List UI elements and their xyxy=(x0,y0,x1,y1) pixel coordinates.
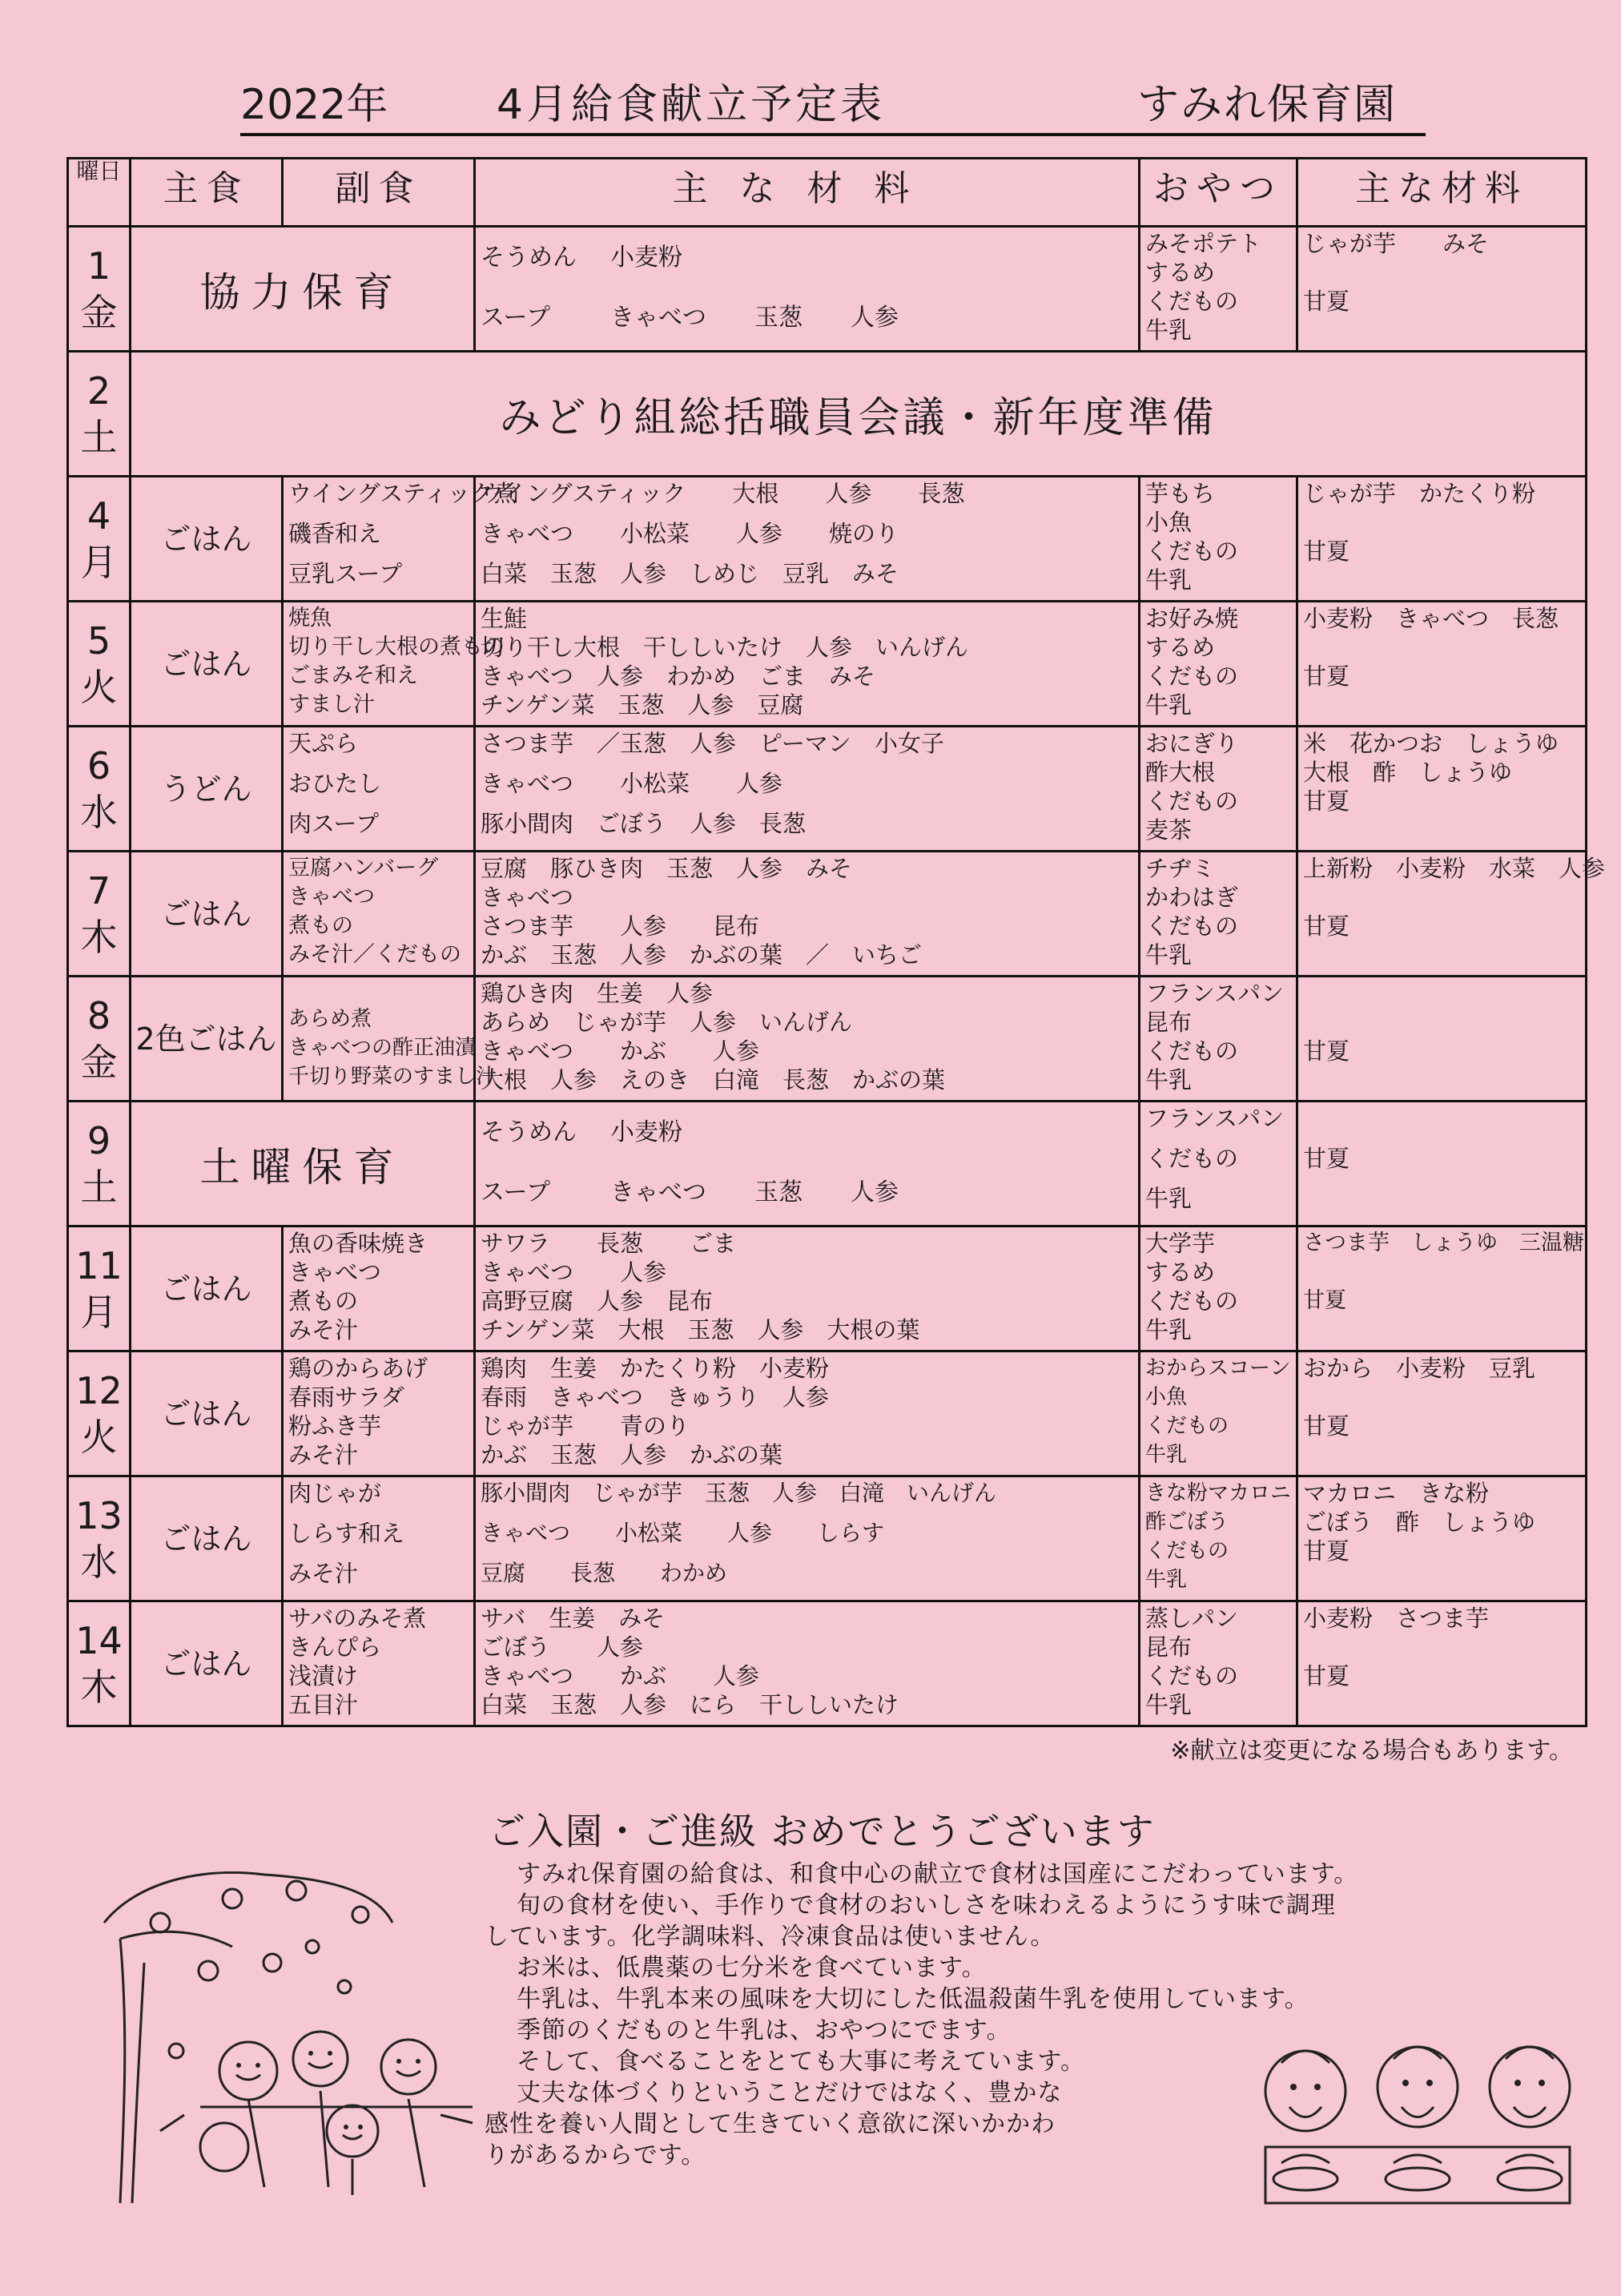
title-main: 4月給食献立予定表 xyxy=(497,81,886,129)
side-dish-cell: サバのみそ煮 きんぴら 浅漬け 五目汁 xyxy=(283,1601,475,1726)
col-yobi: 曜日 xyxy=(68,159,131,227)
snack-ingredients-cell: 甘夏 xyxy=(1297,1102,1587,1227)
table-row xyxy=(68,1351,1587,1476)
main-dish: うどん xyxy=(131,727,283,852)
table-row xyxy=(68,477,1587,602)
date-cell: 11 月 xyxy=(68,1227,131,1351)
split-label: そうめん xyxy=(481,243,577,272)
table-row xyxy=(68,977,1587,1102)
split-label: そうめん xyxy=(481,1118,577,1146)
snack-ingredients-cell: 小麦粉 きゃべつ 長葱 甘夏 xyxy=(1297,602,1587,727)
ingredients-cell: 豆腐 豚ひき肉 玉葱 人参 みそ きゃべつ さつま芋 人参 昆布 かぶ 玉葱 人参 かぶの葉 ／ いちご xyxy=(475,852,1140,977)
snack-cell: フランスパン 昆布 くだもの 牛乳 xyxy=(1140,977,1297,1102)
main-dish: 土曜保育 xyxy=(131,1102,475,1227)
greeting-line: 丈夫な体づくりということだけではなく、豊かな xyxy=(517,2079,1063,2107)
date-cell: 13 水 xyxy=(68,1476,131,1601)
main-dish: ごはん xyxy=(131,1351,283,1476)
table-row xyxy=(68,727,1587,852)
menu-table xyxy=(66,157,1606,1727)
greeting-line: すみれ保育園の給食は、和食中心の献立で食材は国産にこだわっています。 xyxy=(517,1860,1359,1888)
table-row xyxy=(68,602,1587,727)
split-value: 小麦粉 xyxy=(610,243,682,272)
col-side: 副食 xyxy=(283,159,475,227)
split-value: 小麦粉 xyxy=(610,1118,682,1146)
side-dish-cell: 天ぷら おひたし 肉スープ xyxy=(283,727,475,852)
split-value: きゃべつ 玉葱 人参 xyxy=(610,303,899,332)
snack-ingredients-cell: さつま芋 しょうゆ 三温糖 甘夏 xyxy=(1297,1227,1587,1351)
main-dish: 協力保育 xyxy=(131,227,475,352)
snack-cell: きな粉マカロニ 酢ごぼう くだもの 牛乳 xyxy=(1140,1476,1297,1601)
snack-cell: チヂミ かわはぎ くだもの 牛乳 xyxy=(1140,852,1297,977)
date-cell: 2 土 xyxy=(68,352,131,477)
ingredients-cell xyxy=(475,1102,1140,1227)
date-cell: 9 土 xyxy=(68,1102,131,1227)
side-dish-cell: 魚の香味焼き きゃべつ 煮もの みそ汁 xyxy=(283,1227,475,1351)
snack-cell: みそポテト するめ くだもの 牛乳 xyxy=(1140,227,1297,352)
date-cell: 14 木 xyxy=(68,1601,131,1726)
table-row xyxy=(68,352,1587,477)
greeting-line: 旬の食材を使い、手作りで食材のおいしさを味わえるようにうす味で調理 xyxy=(517,1891,1336,1919)
main-dish: ごはん xyxy=(131,1476,283,1601)
greeting-line: 牛乳は、牛乳本来の風味を大切にした低温殺菌牛乳を使用しています。 xyxy=(517,1985,1309,2013)
split-label: スープ xyxy=(481,303,550,332)
table-row xyxy=(68,1601,1587,1726)
greeting-line: 感性を養い人間として生きていく意欲に深いかかわ xyxy=(485,2110,1056,2138)
col-main: 主食 xyxy=(131,159,283,227)
children-eating-illustration xyxy=(1249,2019,1586,2251)
snack-ingredients-cell: マカロニ きな粉 ごぼう 酢 しょうゆ 甘夏 xyxy=(1297,1476,1587,1601)
greeting-line: お米は、低農薬の七分米を食べています。 xyxy=(517,1954,987,1982)
table-row xyxy=(68,1102,1587,1227)
snack-ingredients-cell: じゃが芋 かたくり粉 甘夏 xyxy=(1297,477,1587,602)
title-year: 2022年 xyxy=(240,81,388,129)
greeting-line: 季節のくだものと牛乳は、おやつにでます。 xyxy=(517,2016,1012,2044)
date-cell: 12 火 xyxy=(68,1351,131,1476)
split-value: きゃべつ 玉葱 人参 xyxy=(610,1178,899,1206)
greeting-line: りがあるからです。 xyxy=(485,2141,706,2169)
snack-ingredients-cell: 甘夏 xyxy=(1297,977,1587,1102)
side-dish-cell: 焼魚 切り干し大根の煮もの ごまみそ和え すまし汁 xyxy=(283,602,475,727)
main-dish: ごはん xyxy=(131,1227,283,1351)
greeting-line: そして、食べることをとても大事に考えています。 xyxy=(517,2048,1085,2076)
date-cell: 1 金 xyxy=(68,227,131,352)
page-title xyxy=(240,77,1426,136)
col-ingredients: 主な材料 xyxy=(475,159,1140,227)
split-label: スープ xyxy=(481,1178,550,1206)
snack-cell: お好み焼 するめ くだもの 牛乳 xyxy=(1140,602,1297,727)
ingredients-cell xyxy=(475,227,1140,352)
greeting-line: しています。化学調味料、冷凍食品は使いません。 xyxy=(485,1923,1056,1951)
side-dish-cell: 豆腐ハンバーグ きゃべつ 煮もの みそ汁／くだもの xyxy=(283,852,475,977)
snack-cell: フランスパン くだもの 牛乳 xyxy=(1140,1102,1297,1227)
date-cell: 8 金 xyxy=(68,977,131,1102)
title-school: すみれ保育園 xyxy=(1137,81,1398,129)
date-cell: 4 月 xyxy=(68,477,131,602)
main-dish: ごはん xyxy=(131,1601,283,1726)
side-dish-cell: ウイングスティック煮 磯香和え 豆乳スープ xyxy=(283,477,475,602)
table-row xyxy=(68,1476,1587,1601)
main-dish: ごはん xyxy=(131,477,283,602)
header-row xyxy=(68,159,1587,227)
snack-cell: 芋もち 小魚 くだもの 牛乳 xyxy=(1140,477,1297,602)
ingredients-cell: サバ 生姜 みそ ごぼう 人参 きゃべつ かぶ 人参 白菜 玉葱 人参 にら 干ししいたけ xyxy=(475,1601,1140,1726)
table-row xyxy=(68,852,1587,977)
col-snack-ingredients: 主な材料 xyxy=(1297,159,1587,227)
ingredients-cell: 鶏肉 生姜 かたくり粉 小麦粉 春雨 きゃべつ きゅうり 人参 じゃが芋 青のり かぶ 玉葱 人参 かぶの葉 xyxy=(475,1351,1140,1476)
col-snack: おやつ xyxy=(1140,159,1297,227)
date-cell: 5 火 xyxy=(68,602,131,727)
ingredients-cell: さつま芋 ／玉葱 人参 ピーマン 小女子 きゃべつ 小松菜 人参 豚小間肉 ごぼう 人参 長葱 xyxy=(475,727,1140,852)
date-cell: 6 水 xyxy=(68,727,131,852)
snack-ingredients-cell: じゃが芋 みそ 甘夏 xyxy=(1297,227,1587,352)
snack-ingredients-cell: 小麦粉 さつま芋 甘夏 xyxy=(1297,1601,1587,1726)
ingredients-cell: 鶏ひき肉 生姜 人参 あらめ じゃが芋 人参 いんげん きゃべつ かぶ 人参 大根 人参 えのき 白滝 長葱 かぶの葉 xyxy=(475,977,1140,1102)
ingredients-cell: サワラ 長葱 ごま きゃべつ 人参 高野豆腐 人参 昆布 チンゲン菜 大根 玉葱 人参 大根の葉 xyxy=(475,1227,1140,1351)
greeting-title: ご入園・ご進級 おめでとうございます xyxy=(489,1810,1156,1853)
main-dish: ごはん xyxy=(131,852,283,977)
snack-cell: 蒸しパン 昆布 くだもの 牛乳 xyxy=(1140,1601,1297,1726)
snack-ingredients-cell: 上新粉 小麦粉 水菜 人参 甘夏 xyxy=(1297,852,1587,977)
ingredients-cell: 生鮭 切り干し大根 干ししいたけ 人参 いんげん きゃべつ 人参 わかめ ごま みそ チンゲン菜 玉葱 人参 豆腐 xyxy=(475,602,1140,727)
change-note: ※献立は変更になる場合もあります。 xyxy=(1170,1737,1573,1765)
snack-ingredients-cell: おから 小麦粉 豆乳 甘夏 xyxy=(1297,1351,1587,1476)
event-cell: みどり組総括職員会議・新年度準備 xyxy=(131,352,1587,477)
snack-cell: 大学芋 するめ くだもの 牛乳 xyxy=(1140,1227,1297,1351)
ingredients-cell: 豚小間肉 じゃが芋 玉葱 人参 白滝 いんげん きゃべつ 小松菜 人参 しらす 豆腐 長葱 わかめ xyxy=(475,1476,1140,1601)
snack-cell: おからスコーン 小魚 くだもの 牛乳 xyxy=(1140,1351,1297,1476)
side-dish-cell: 鶏のからあげ 春雨サラダ 粉ふき芋 みそ汁 xyxy=(283,1351,475,1476)
side-dish-cell: あらめ煮 きゃべつの酢正油漬 千切り野菜のすまし汁 xyxy=(283,977,475,1102)
table-row xyxy=(68,1227,1587,1351)
snack-cell: おにぎり 酢大根 くだもの 麦茶 xyxy=(1140,727,1297,852)
side-dish-cell: 肉じゃが しらす和え みそ汁 xyxy=(283,1476,475,1601)
date-cell: 7 木 xyxy=(68,852,131,977)
main-dish: ごはん xyxy=(131,602,283,727)
snack-ingredients-cell: 米 花かつお しょうゆ 大根 酢 しょうゆ 甘夏 xyxy=(1297,727,1587,852)
ingredients-cell: ウイングスティック 大根 人参 長葱 きゃべつ 小松菜 人参 焼のり 白菜 玉葱 人参 しめじ 豆乳 みそ xyxy=(475,477,1140,602)
cherry-tree-children-illustration xyxy=(88,1851,505,2203)
table-row xyxy=(68,227,1587,352)
main-dish: 2色ごはん xyxy=(131,977,283,1102)
